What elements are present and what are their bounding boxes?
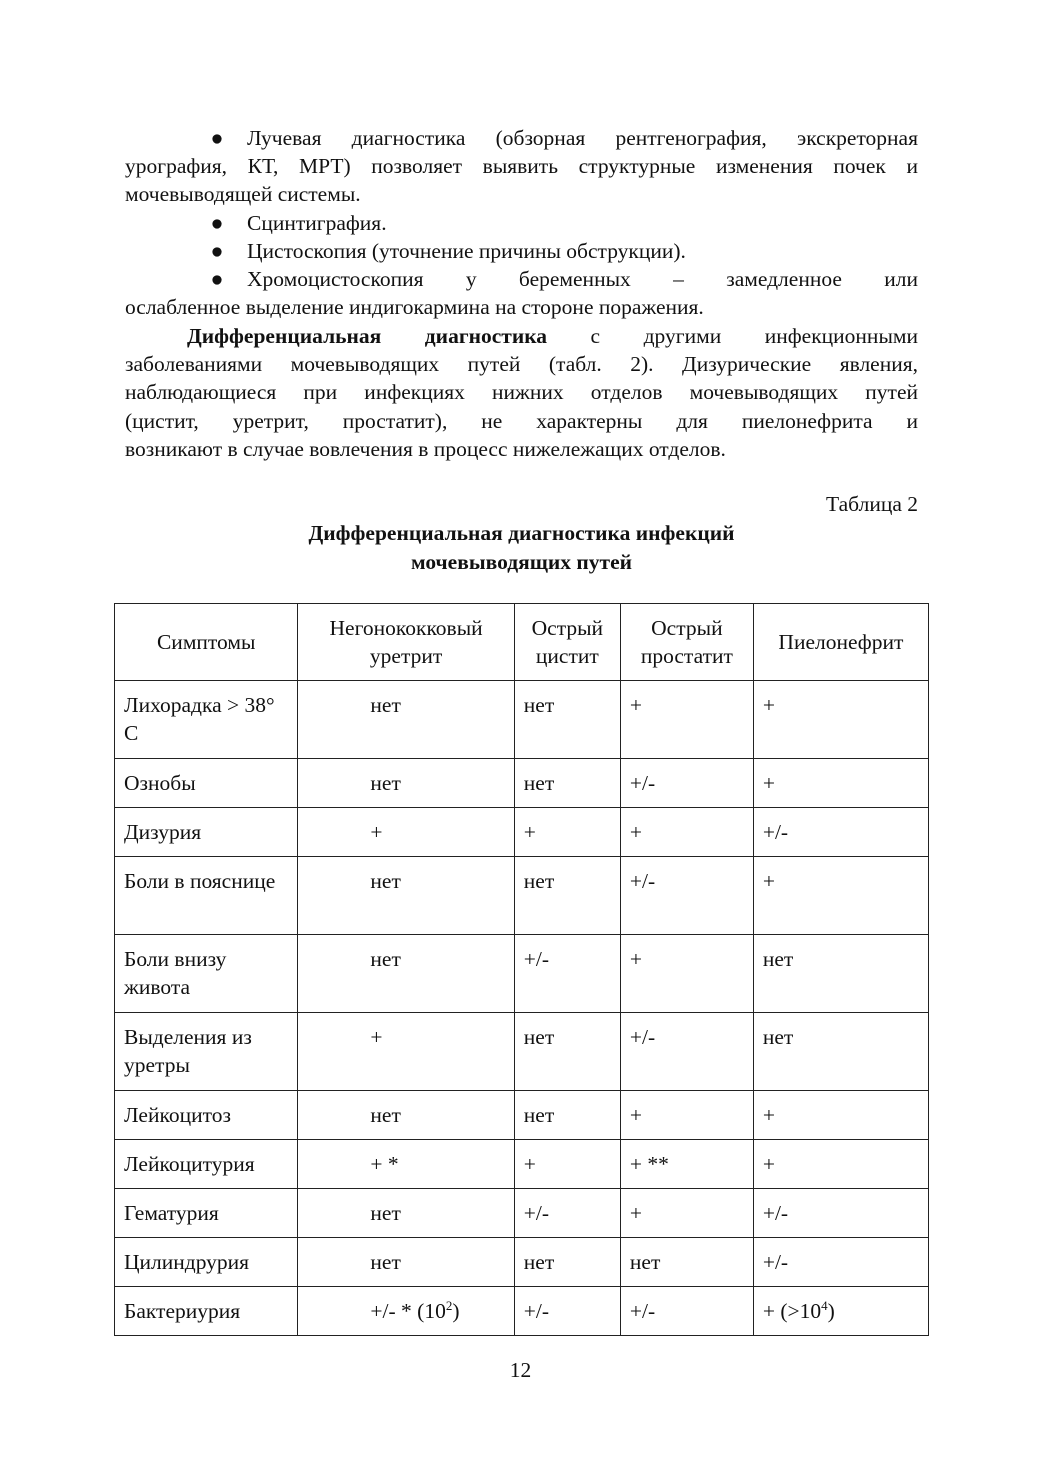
table-cell: + bbox=[753, 759, 928, 808]
table-cell: нет bbox=[753, 935, 928, 1013]
table-cell: +/- bbox=[620, 1013, 753, 1091]
table-cell: +/- bbox=[620, 857, 753, 935]
table-row bbox=[115, 1238, 929, 1287]
table-title: Дифференциальная диагностика инфекций мочевыводящих путей bbox=[308, 521, 735, 574]
table-row bbox=[115, 1189, 929, 1238]
list-item-continuation: мочевыводящей системы. bbox=[125, 182, 361, 207]
table-cell: + bbox=[298, 808, 514, 857]
table-cell: нет bbox=[298, 857, 514, 935]
list-item-continuation: урография, КТ, МРТ) позволяет выявить структурные изменения почек и bbox=[125, 154, 918, 179]
body-paragraph bbox=[125, 322, 918, 463]
table-cell: + ** bbox=[620, 1140, 753, 1189]
symptom-cell: Бактериурия bbox=[115, 1287, 298, 1336]
column-header: Симптомы bbox=[115, 604, 298, 681]
table-row bbox=[115, 759, 929, 808]
table-cell: нет bbox=[298, 935, 514, 1013]
table-row bbox=[115, 935, 929, 1013]
symptom-cell: Лейкоцитоз bbox=[115, 1091, 298, 1140]
table-cell: + $(>10^4)$ bbox=[753, 1287, 928, 1336]
table-cell: +/- bbox=[620, 759, 753, 808]
table-cell: +/- bbox=[514, 1287, 620, 1336]
table-row bbox=[115, 681, 929, 759]
symptom-cell: Дизурия bbox=[115, 808, 298, 857]
symptom-cell: Лихорадка > 38° С bbox=[115, 681, 298, 759]
symptom-cell: Ознобы bbox=[115, 759, 298, 808]
page-number: 12 bbox=[509, 1358, 532, 1382]
column-header: Пиелонефрит bbox=[753, 604, 928, 681]
table-cell: + bbox=[298, 1013, 514, 1091]
paragraph-line: Дифференциальная диагностика с другими инфекционными bbox=[187, 324, 918, 348]
symptom-cell: Гематурия bbox=[115, 1189, 298, 1238]
table-cell: нет bbox=[514, 857, 620, 935]
table-cell: +/- * $(10^2)$ bbox=[298, 1287, 514, 1336]
paragraph-line: наблюдающиеся при инфекциях нижних отделов мочевыводящих путей bbox=[125, 380, 918, 405]
table-cell: + bbox=[620, 1091, 753, 1140]
symptom-cell: Боли внизу живота bbox=[115, 935, 298, 1013]
symptom-cell: Лейкоцитурия bbox=[115, 1140, 298, 1189]
table-cell: нет bbox=[514, 759, 620, 808]
table-cell: + bbox=[514, 1140, 620, 1189]
table-row bbox=[115, 1091, 929, 1140]
table-cell: нет bbox=[514, 1013, 620, 1091]
table-cell: нет bbox=[298, 759, 514, 808]
column-header: Острый цистит bbox=[514, 604, 620, 681]
bullet-icon: ● bbox=[210, 238, 224, 263]
table-cell: +/- bbox=[514, 1189, 620, 1238]
symptom-cell: Боли в пояснице bbox=[115, 857, 298, 935]
list-item: ● Лучевая диагностика (обзорная рентгенография, экскреторная bbox=[125, 124, 918, 152]
table-row bbox=[115, 1013, 929, 1091]
table-cell: + bbox=[620, 1189, 753, 1238]
table-row bbox=[115, 808, 929, 857]
column-header: Негонококковый уретрит bbox=[298, 604, 514, 681]
bullet-icon: ● bbox=[210, 267, 224, 292]
bullet-icon: ● bbox=[210, 126, 224, 150]
bullet-list bbox=[125, 124, 918, 321]
table-header-row bbox=[115, 604, 929, 681]
table-cell: +/- bbox=[753, 1189, 928, 1238]
table-cell: +/- bbox=[620, 1287, 753, 1336]
table-cell: нет bbox=[753, 1013, 928, 1091]
paragraph-line: (цистит, уретрит, простатит), не характерны для пиелонефрита и bbox=[125, 408, 918, 433]
table-label: Таблица 2 bbox=[826, 492, 918, 516]
paragraph-line: возникают в случае вовлечения в процесс нижележащих отделов. bbox=[125, 436, 726, 461]
list-item-continuation: ослабленное выделение индигокармина на стороне поражения. bbox=[125, 295, 704, 320]
table-cell: + bbox=[753, 681, 928, 759]
table-cell: +/- bbox=[753, 1238, 928, 1287]
symptom-cell: Цилиндрурия bbox=[115, 1238, 298, 1287]
table-cell: нет bbox=[514, 681, 620, 759]
table-cell: + bbox=[753, 1091, 928, 1140]
table-cell: + * bbox=[298, 1140, 514, 1189]
table-cell: нет bbox=[620, 1238, 753, 1287]
symptom-cell: Выделения из уретры bbox=[115, 1013, 298, 1091]
table-cell: нет bbox=[298, 1238, 514, 1287]
table-row bbox=[115, 857, 929, 935]
column-header: Острый простатит bbox=[620, 604, 753, 681]
list-item: ● Хромоцистоскопия у беременных – замедленное или bbox=[125, 265, 918, 293]
diagnosis-table bbox=[114, 603, 929, 1336]
table-cell: +/- bbox=[753, 808, 928, 857]
paragraph-line: заболеваниями мочевыводящих путей (табл. 2). Дизурические явления, bbox=[125, 352, 918, 377]
table-cell: + bbox=[620, 935, 753, 1013]
table-row bbox=[115, 1140, 929, 1189]
table-cell: нет bbox=[298, 1091, 514, 1140]
bullet-icon: ● bbox=[210, 210, 224, 235]
bold-term: Дифференциальная диагностика bbox=[187, 324, 548, 348]
table-cell: нет bbox=[514, 1238, 620, 1287]
table-cell: + bbox=[620, 681, 753, 759]
table-cell: + bbox=[620, 808, 753, 857]
list-item: ● Сцинтиграфия. bbox=[125, 209, 918, 237]
table-cell: нет bbox=[514, 1091, 620, 1140]
table-cell: нет bbox=[298, 681, 514, 759]
table-cell: + bbox=[514, 808, 620, 857]
table-cell: + bbox=[753, 1140, 928, 1189]
table-cell: нет bbox=[298, 1189, 514, 1238]
table-row bbox=[115, 1287, 929, 1336]
table-cell: +/- bbox=[514, 935, 620, 1013]
list-item: ● Цистоскопия (уточнение причины обструкции). bbox=[125, 237, 918, 265]
table-cell: + bbox=[753, 857, 928, 935]
